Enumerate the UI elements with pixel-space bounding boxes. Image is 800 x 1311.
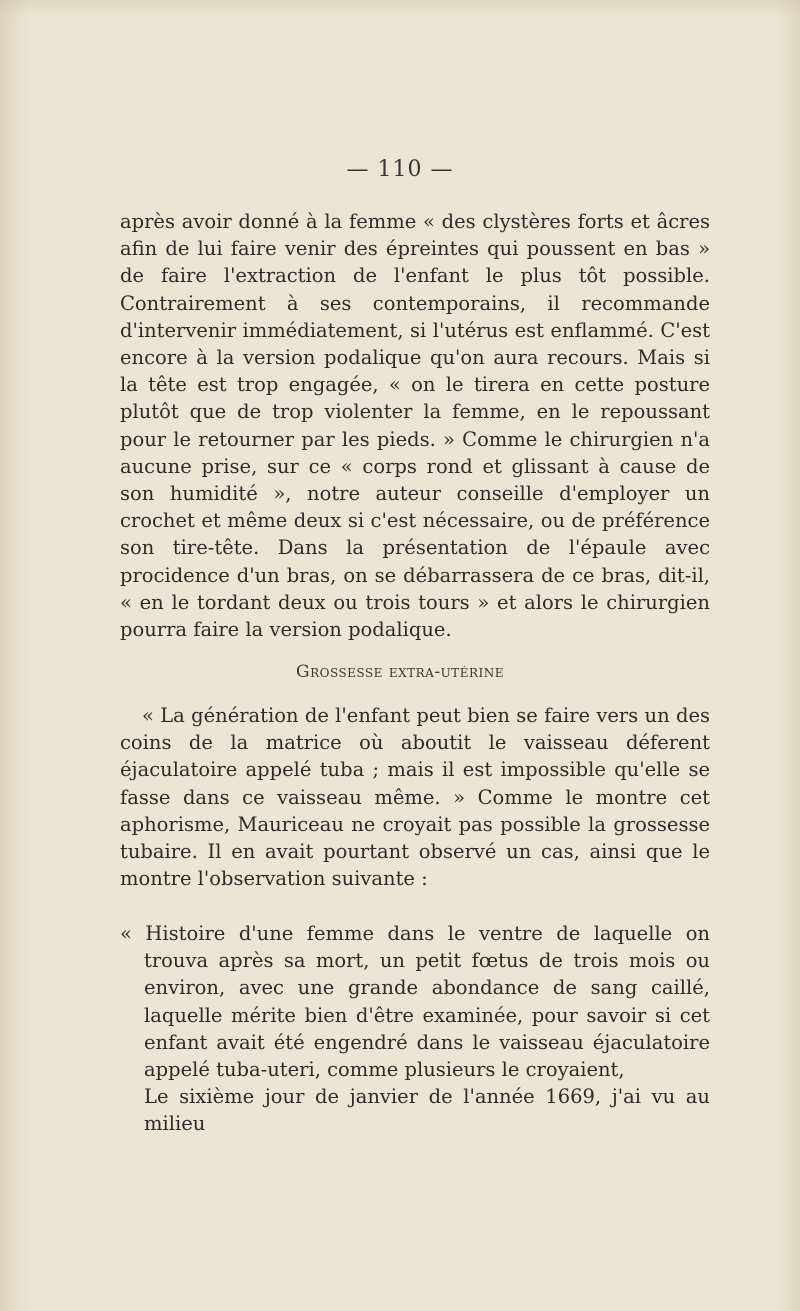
observation-title: « Histoire d'une femme dans le ventre de laquelle on trouva après sa mort, un petit fœtus de trois mois ou environ, avec une grande abondance de sang caillé, laquelle mérite bien d'être examinée, pour savoir si cet enfant avait été engendré dans le vaisseau éjaculatoire appelé tuba-uteri, comme plusieurs le croyaient, xyxy=(120,922,710,1082)
page-number: — 110 — xyxy=(346,157,454,182)
body-paragraph: « La génération de l'enfant peut bien se faire vers un des coins de la matrice où aboutit le vaisseau déferent éjaculatoire appelé tuba ; mais il est impossible qu'elle se fasse dans ce vaisseau même. » Comme le montre cet aphorisme, Mauriceau ne croyait pas possible la grossesse tubaire. Il en avait pourtant observé un cas, ainsi que le montre l'observation suivante : xyxy=(120,704,710,891)
observation-text: Le sixième jour de janvier de l'année 1669, j'ai vu au milieu xyxy=(144,1085,710,1136)
body-paragraph: après avoir donné à la femme « des clystères forts et âcres afin de lui faire venir des épreintes qui poussent en bas » de faire l'extraction de l'enfant le plus tôt possible. Contrairement à ses contemporains, il recommande d'intervenir immédiatement, si l'utérus est enflammé. C'est encore à la version podalique qu'on aura recours. Mais si la tête est trop engagée, « on le tirera en cette posture plutôt que de trop violenter la femme, en le repoussant pour le retourner par les pieds. » Comme le chirurgien n'a aucune prise, sur ce « corps rond et glissant à cause de son humidité », notre auteur conseille d'employer un crochet et même deux si c'est nécessaire, ou de préférence son tire-tête. Dans la présentation de l'épaule avec procidence d'un bras, on se débarrassera de ce bras, dit-il, « en le tordant deux ou trois tours » et alors le chirurgien pourra faire la version podalique. xyxy=(120,210,710,642)
section-heading: Grossesse extra-utérine xyxy=(295,662,504,682)
quoted-observation xyxy=(120,920,710,1138)
